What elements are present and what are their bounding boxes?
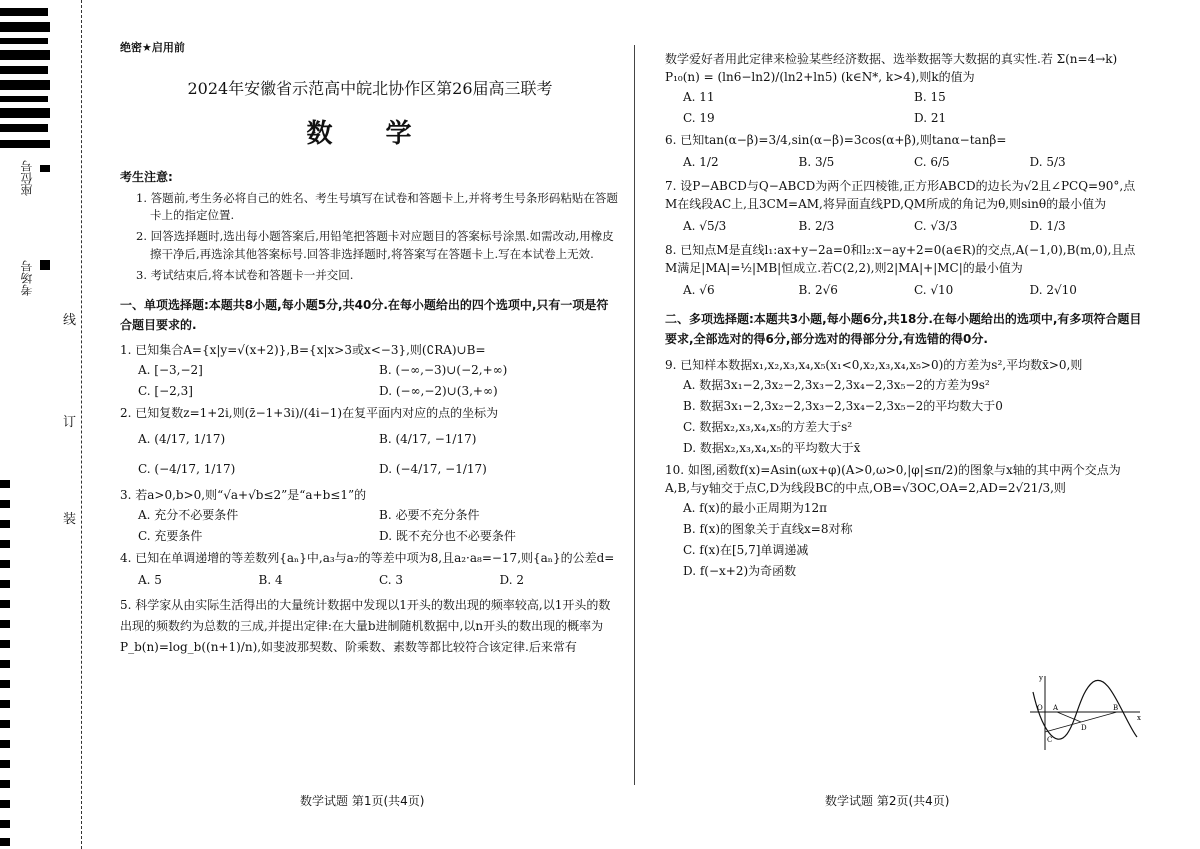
page-1-footer: 数学试题 第1页(共4页) (300, 794, 425, 808)
question-4: 4. 已知在单调递增的等差数列{aₙ}中,a₃与a₇的等差中项为8,且a₂·a₈=−17,则{aₙ}的公差d= (120, 551, 615, 566)
option: B. f(x)的图象关于直线x=8对称 (683, 521, 853, 536)
option: C. [−2,3] (138, 384, 193, 399)
question-3: 3. 若a>0,b>0,则“√a+√b≤2”是“a+b≤1”的 (120, 488, 367, 503)
option: B. 15 (914, 90, 946, 104)
confidential-mark: 绝密★启用前 (120, 41, 185, 54)
option: D. (−∞,−2)∪(3,+∞) (379, 384, 498, 399)
option: D. 1/3 (1029, 219, 1066, 233)
binding-char-line: 线 (63, 306, 76, 331)
option: A. 充分不必要条件 (138, 508, 239, 523)
option: D. 2 (499, 573, 524, 588)
question-5-continued: 数学爱好者用此定律来检验某些经济数据、选举数据等大数据的真实性.若 Σ(n=4→k) P₁₀(n) = (ln6−ln2)/(ln2+ln5) (k∈N*, k>4),则k的值为 (665, 52, 1118, 84)
option: A. √5/3 (683, 219, 727, 233)
option: C. √10 (914, 283, 954, 297)
option: C. 3 (379, 573, 404, 588)
option: C. 数据x₂,x₃,x₄,x₅的方差大于s² (683, 419, 853, 434)
option: B. 必要不充分条件 (379, 508, 480, 523)
option: C. 6/5 (914, 155, 950, 169)
question-7-options (683, 217, 1145, 235)
option: B. 3/5 (798, 155, 835, 169)
option: A. 11 (683, 90, 715, 104)
option: B. 数据3x₁−2,3x₂−2,3x₃−2,3x₄−2,3x₅−2的平均数大于0 (683, 398, 1003, 413)
binding-char-bind: 装 (63, 505, 76, 530)
option: C. f(x)在[5,7]单调递减 (683, 542, 809, 557)
question-9: 9. 已知样本数据x₁,x₂,x₃,x₄,x₅(x₁<0,x₂,x₃,x₄,x₅>0)的方差为s²,平均数x̄>0,则 (665, 357, 1083, 372)
graph-label: D (1081, 724, 1087, 732)
question-6-options (683, 153, 1145, 171)
option: B. 2√6 (798, 283, 838, 297)
option: A. f(x)的最小正周期为12π (683, 500, 828, 515)
section-1-heading: 一、单项选择题:本题共8小题,每小题5分,共40分.在每小题给出的四个选项中,只有一项是符合题目要求的. (120, 297, 609, 332)
option: D. f(−x+2)为奇函数 (683, 563, 797, 578)
question-3-options (138, 506, 620, 545)
option: D. 既不充分也不必要条件 (379, 529, 516, 544)
section-2-heading: 二、多项选择题:本题共3小题,每小题6分,共18分.在每小题给出的选项中,有多项符合题目要求,全部选对的得6分,部分选对的得部分分,有选错的得0分. (665, 312, 1142, 347)
binding-char-staple: 订 (63, 408, 76, 433)
option: D. 数据x₂,x₃,x₄,x₅的平均数大于x̄ (683, 440, 861, 455)
option: D. (−4/17, −1/17) (379, 462, 487, 477)
option: B. (4/17, −1/17) (379, 432, 477, 447)
question-8-options (683, 281, 1145, 299)
question-10: 10. 如图,函数f(x)=Asin(ωx+φ)(A>0,ω>0,|φ|≤π/2)的图象与x轴的其中两个交点为A,B,与y轴交于点C,D为线段BC的中点,OB=√3OC,OA=2,AD=2√21/3,则 (665, 462, 1121, 495)
option: A. 5 (138, 573, 162, 588)
question-1: 1. 已知集合A={x|y=√(x+2)},B={x|x>3或x<−3},则(∁RA)∪B= (120, 343, 486, 358)
sine-graph-figure (1025, 672, 1145, 752)
question-4-options (138, 571, 620, 589)
option: C. (−4/17, 1/17) (138, 462, 236, 477)
graph-label: A (1053, 704, 1059, 712)
page-1-column (120, 40, 620, 660)
option: C. √3/3 (914, 219, 958, 233)
notice-item: 1. 答题前,考生务必将自己的姓名、考生号填写在试卷和答题卡上,并将考生号条形码粘贴在答题卡上的指定位置. (136, 190, 618, 223)
option: C. 充要条件 (138, 529, 203, 544)
question-8: 8. 已知点M是直线l₁:ax+y−2a=0和l₂:x−ay+2=0(a∈R)的交点,A(−1,0),B(m,0),且点M满足|MA|=½|MB|恒成立.若C(2,2),则2|MA|+|MC|的最小值为 (665, 243, 1136, 275)
option: C. 19 (683, 111, 715, 125)
page-2-footer: 数学试题 第2页(共4页) (825, 794, 950, 808)
question-2: 2. 已知复数z=1+2i,则(z̄−1+3i)/(4i−1)在复平面内对应的点的坐标为 (120, 406, 499, 421)
exam-title: 2024年安徽省示范高中皖北协作区第26届高三联考 (187, 78, 553, 98)
graph-label: O (1037, 704, 1043, 712)
option: A. (4/17, 1/17) (138, 432, 226, 447)
question-6: 6. 已知tan(α−β)=3/4,sin(α−β)=3cos(α+β),则tanα−tanβ= (665, 133, 1007, 147)
binding-barcode-strip (0, 0, 55, 849)
graph-label: x (1137, 714, 1141, 722)
subject-title: 数 学 (306, 118, 434, 149)
question-7: 7. 设P−ABCD与Q−ABCD为两个正四棱锥,正方形ABCD的边长为√2且∠PCQ=90°,点M在线段AC上,且3CM=AM,将异面直线PD,QM所成的角记为θ,则sinθ的最小值为 (665, 179, 1136, 211)
graph-label: C (1047, 736, 1053, 744)
notice-item: 2. 回答选择题时,选出每小题答案后,用铅笔把答题卡对应题目的答案标号涂黑.如需改动,用橡皮擦干净后,再选涂其他答案标号.回答非选择题时,将答案写在答题卡上.写在本试卷上无效. (136, 229, 614, 261)
page-2-column (665, 40, 1145, 583)
option: D. 21 (914, 111, 947, 125)
question-9-options (683, 376, 1145, 457)
option: B. (−∞,−3)∪(−2,+∞) (379, 363, 508, 378)
question-2-options (138, 430, 620, 478)
seat-number-label: 座位号 (20, 160, 34, 196)
question-5-options (683, 88, 1145, 127)
question-10-options (683, 499, 1013, 580)
graph-label: y (1039, 674, 1043, 682)
option: D. 5/3 (1029, 155, 1066, 169)
option: D. 2√10 (1029, 283, 1077, 297)
option: B. 4 (258, 573, 283, 588)
notice-heading: 考生注意: (120, 169, 173, 184)
question-5: 5. 科学家从由实际生活得出的大量统计数据中发现以1开头的数出现的频率较高,以1开头的数出现的频数约为总数的三成,并提出定律:在大量b进制随机数据中,以n开头的数出现的概率为P_b(n)=log_b((n+1)/n),如斐波那契数、阶乘数、素数等都比较符合该定律.后来常有 (120, 598, 611, 655)
option: A. 数据3x₁−2,3x₂−2,3x₃−2,3x₄−2,3x₅−2的方差为9s² (683, 377, 990, 392)
question-1-options (138, 361, 620, 400)
exam-room-label: 考场号 (20, 260, 34, 296)
notice-item: 3. 考试结束后,将本试卷和答题卡一并交回. (136, 267, 354, 282)
segment-ad (1057, 712, 1081, 722)
option: A. 1/2 (683, 155, 719, 169)
page-divider (634, 45, 635, 785)
option: A. √6 (683, 283, 715, 297)
option: B. 2/3 (798, 219, 835, 233)
graph-label: B (1113, 704, 1119, 712)
option: A. [−3,−2] (138, 363, 203, 378)
